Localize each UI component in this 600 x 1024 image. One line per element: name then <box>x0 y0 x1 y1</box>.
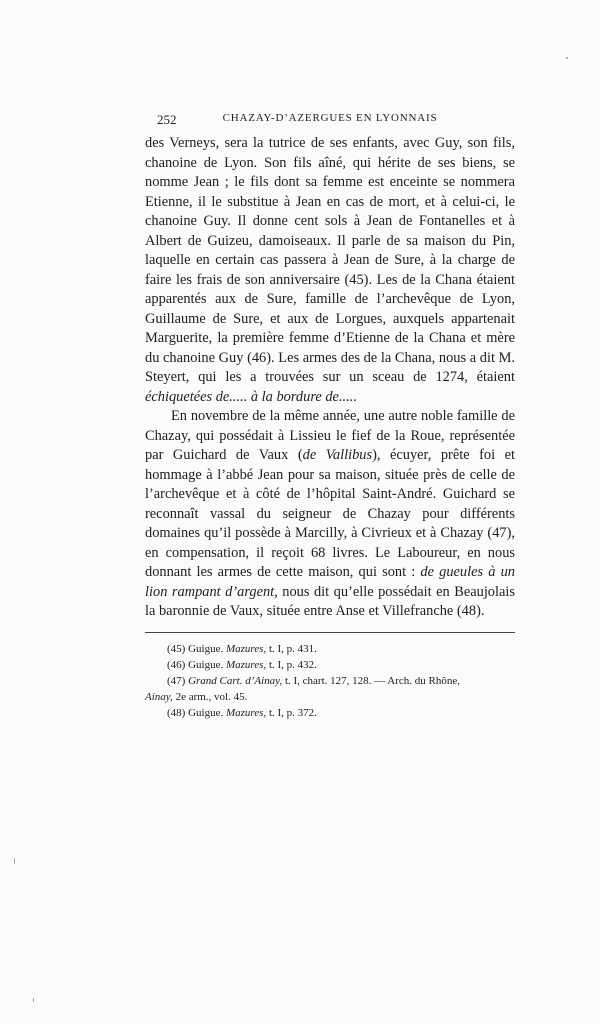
footnote-italic: Mazures, <box>225 706 267 719</box>
footnote-text: (48) Guigue. <box>167 706 226 719</box>
italic-run: échiquetées de..... à la bordure de..... <box>145 388 357 405</box>
footnote-continuation <box>145 689 515 705</box>
footnote-italic: Mazures, <box>225 658 267 671</box>
footnote-italic: Ainay, <box>145 690 173 703</box>
footnote <box>145 657 515 673</box>
footnote-text: t. I, p. 432. <box>266 658 317 671</box>
paper-speck <box>566 57 568 59</box>
footnote <box>145 705 515 721</box>
footnotes <box>145 641 515 721</box>
paper-speck <box>33 998 34 1002</box>
footnote-text: 2e arm., vol. 45. <box>172 690 248 703</box>
page-number: 252 <box>157 112 177 127</box>
italic-run: de Vallibus <box>302 447 373 463</box>
italic-run: de gueules à un lion rampant d’argent <box>145 564 516 600</box>
footnote-text: (46) Guigue. <box>167 658 226 671</box>
footnote-italic: Grand Cart. d’Ainay, <box>188 674 283 687</box>
footnote-text: t. I, chart. 127, 128. — Arch. du Rhône, <box>282 674 461 687</box>
paper-speck <box>14 858 15 864</box>
text-run: des Verneys, sera la tutrice de ses enfants, avec Guy, son fils, chanoine de Lyon. Son fils aîné, qui hérite de ses biens, se nomme Jean ; le fils dont sa femme est enceinte se nommera Etienne, il le substitue à Jean en cas de mort, et à celui-ci, le chanoine Guy. Il donne cent sols à Jean de Fontanelles et à Albert de Guizeu, damoiseaux. Il parle de sa maison du Pin, laquelle en certain cas passera à Jean de Sure, à la charge de faire les frais de son anniversaire (45). Les de la Chana étaient apparentés aux de Sure, famille de l’archevêque de Lyon, Guillaume de Sure, et aux de Lorgues, auxquels appartenait Marguerite, la première femme d’Etienne de la Chana et mère du chanoine Guy (46). Les armes des de la Chana, nous a dit M. Steyert, qui les a trouvées sur un sceau de 1274, étaient <box>145 135 515 385</box>
text-run: ), écuyer, prête foi et hommage à l’abbé Jean pour sa maison, située près de celle de l’archevêque et à côté de l’hôpital Saint-André. Guichard se reconnaît vassal du seigneur de Chazay pour différents domaines qu’il possède à Marcilly, à Civrieux et à Chazay (47), en compensation, il reçoit 68 livres. Le Laboureur, en nous donnant les armes de cette maison, qui sont : <box>145 447 515 580</box>
footnote-text: (47) <box>167 674 189 687</box>
text-run: , nous dit qu’elle possédait en Beaujolais la baronnie de Vaux, située entre Anse et Villefranche (48). <box>145 583 515 619</box>
footnote-text: t. I, p. 372. <box>266 706 317 719</box>
footnote-italic: Mazures, <box>225 642 267 655</box>
footnote-text: t. I, p. 431. <box>266 642 317 655</box>
footnote-text: (45) Guigue. <box>167 642 226 655</box>
book-page <box>145 110 515 721</box>
text-run: En novembre de la même année, une autre noble famille de Chazay, qui possédait à Lissieu le fief de la Roue, représentée par Guichard de Vaux ( <box>145 408 515 463</box>
footnote <box>145 673 515 689</box>
paragraph <box>145 407 515 622</box>
footnote <box>145 641 515 657</box>
footnote-divider <box>145 632 515 633</box>
body-text <box>145 134 515 622</box>
running-title: CHAZAY-D’AZERGUES EN LYONNAIS <box>222 112 438 124</box>
paragraph <box>145 134 515 407</box>
page-header <box>145 110 515 130</box>
